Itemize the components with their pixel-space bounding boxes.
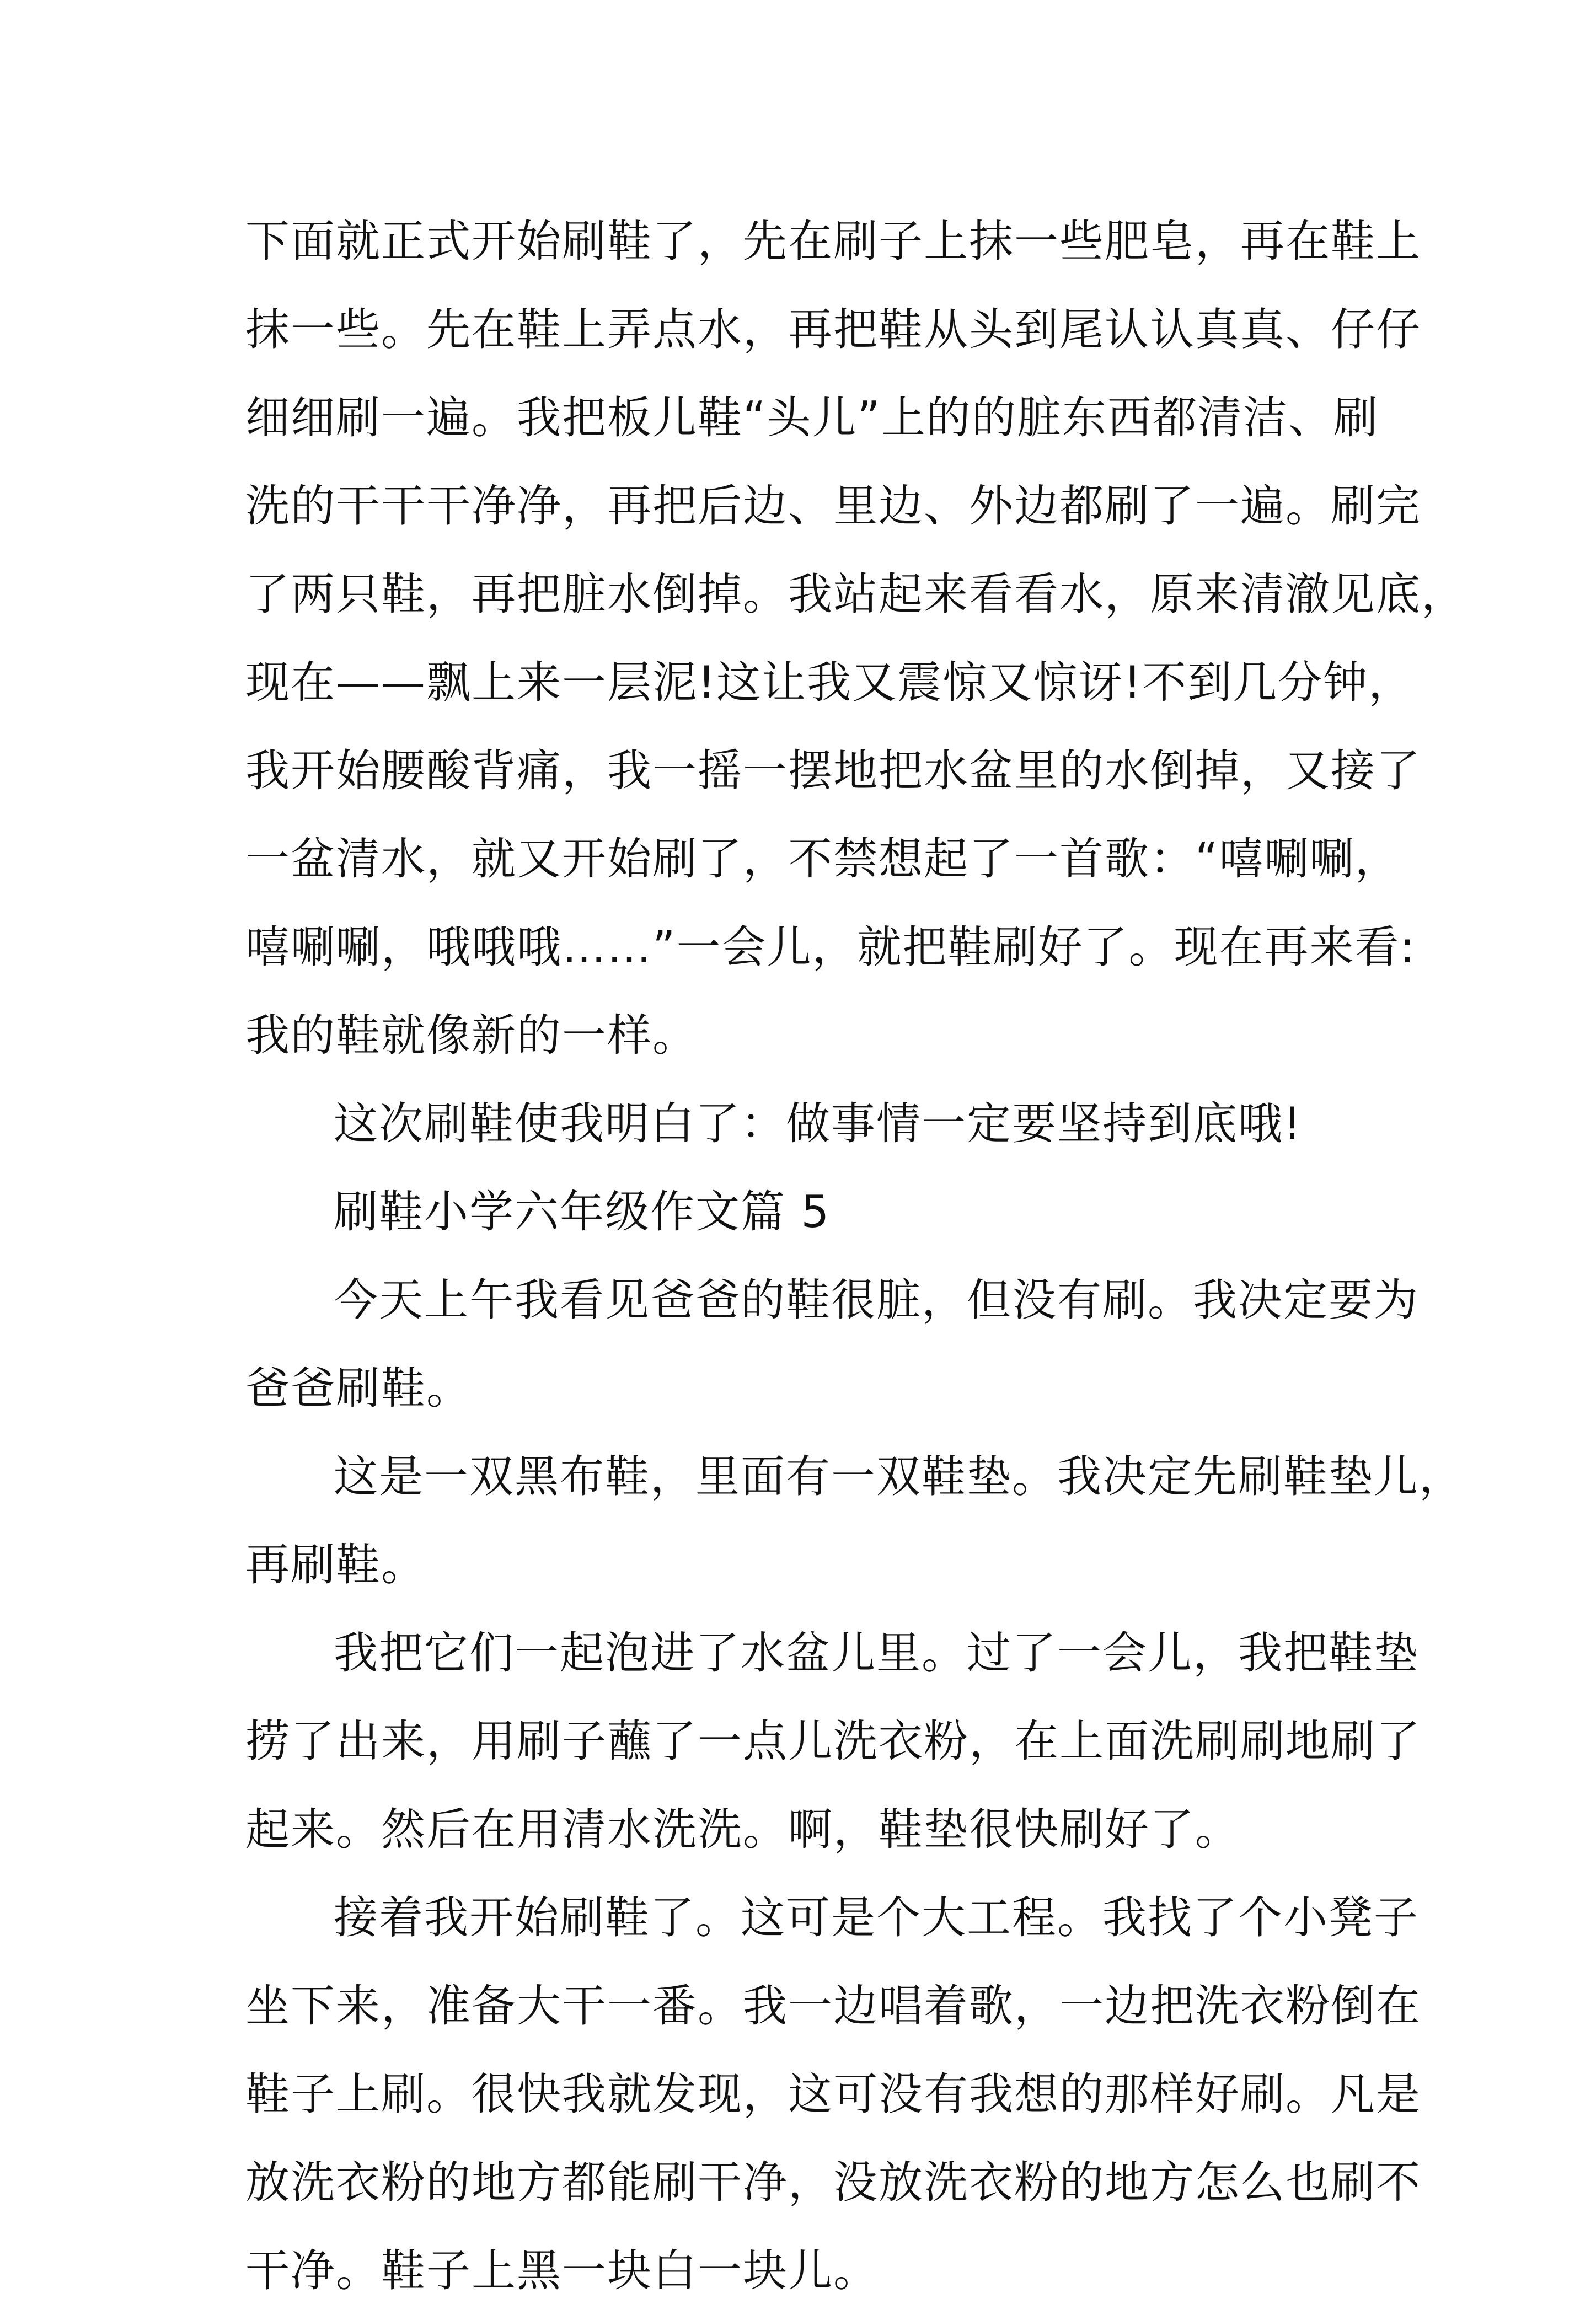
text-line: 我的鞋就像新的一样。	[245, 1010, 698, 1061]
text-line: 嘻唰唰，哦哦哦……”一会儿，就把鞋刷好了。现在再来看:	[245, 921, 1416, 973]
paragraph-start-line: 这是一双黑布鞋，里面有一双鞋垫。我决定先刷鞋垫儿，	[334, 1451, 1464, 1502]
text-line: 下面就正式开始刷鞋了，先在刷子上抹一些肥皂，再在鞋上	[245, 216, 1421, 267]
text-line: 捞了出来，用刷子蘸了一点儿洗衣粉，在上面洗刷刷地刷了	[245, 1716, 1421, 1767]
paragraph-start-line: 今天上午我看见爸爸的鞋很脏，但没有刷。我决定要为	[334, 1274, 1419, 1326]
text-line: 干净。鞋子上黑一块白一块儿。	[245, 2245, 879, 2296]
text-line: 洗的干干干净净，再把后边、里边、外边都刷了一遍。刷完	[245, 480, 1421, 532]
paragraph-start-line: 刷鞋小学六年级作文篇 5	[334, 1186, 831, 1237]
paragraph-start-line: 我把它们一起泡进了水盆儿里。过了一会儿，我把鞋垫	[334, 1627, 1419, 1679]
text-line: 坐下来，准备大干一番。我一边唱着歌，一边把洗衣粉倒在	[245, 1980, 1421, 2032]
text-line: 再刷鞋。	[245, 1539, 426, 1590]
text-line: 细细刷一遍。我把板儿鞋“头儿”上的的脏东西都清洁、刷	[245, 392, 1379, 443]
text-line: 我开始腰酸背痛，我一摇一摆地把水盆里的水倒掉，又接了	[245, 745, 1421, 796]
text-line: 抹一些。先在鞋上弄点水，再把鞋从头到尾认认真真、仔仔	[245, 304, 1421, 355]
text-line: 起来。然后在用清水洗洗。啊，鞋垫很快刷好了。	[245, 1804, 1240, 1855]
text-line: 爸爸刷鞋。	[245, 1363, 472, 1414]
text-line: 了两只鞋，再把脏水倒掉。我站起来看看水，原来清澈见底，	[245, 569, 1466, 620]
paragraph-start-line: 这次刷鞋使我明白了：做事情一定要坚持到底哦!	[334, 1098, 1303, 1149]
text-line: 放洗衣粉的地方都能刷干净，没放洗衣粉的地方怎么也刷不	[245, 2157, 1421, 2208]
document-body	[245, 197, 1466, 2315]
text-line: 鞋子上刷。很快我就发现，这可没有我想的那样好刷。凡是	[245, 2069, 1421, 2120]
paragraph-start-line: 接着我开始刷鞋了。这可是个大工程。我找了个小凳子	[334, 1892, 1419, 1943]
text-line: 现在——飘上来一层泥!这让我又震惊又惊讶!不到几分钟，	[245, 657, 1414, 708]
text-line: 一盆清水，就又开始刷了，不禁想起了一首歌：“嘻唰唰，	[245, 833, 1400, 885]
